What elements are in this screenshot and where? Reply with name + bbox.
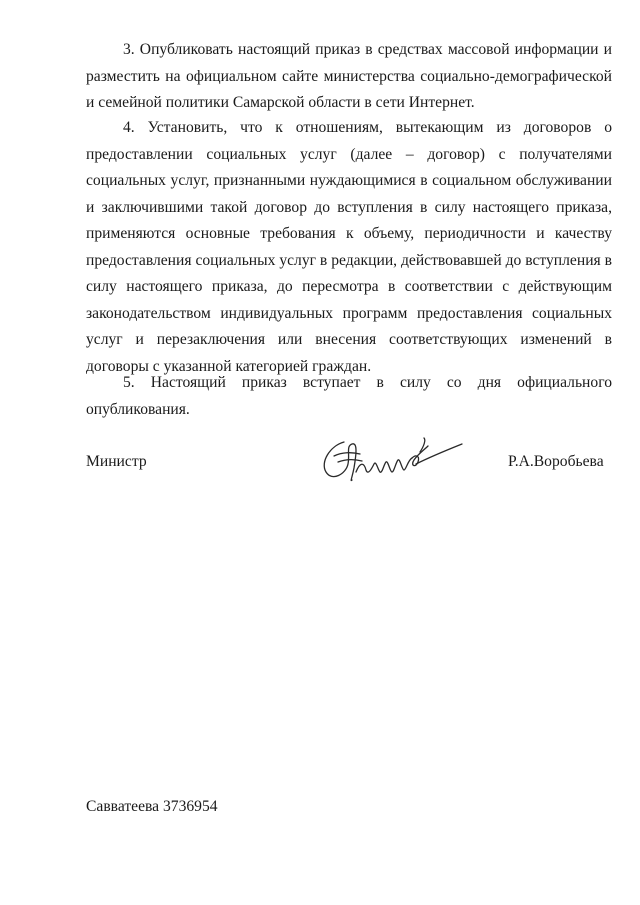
executor-contact: Савватеева 3736954 (86, 798, 218, 815)
signatory-name: Р.А.Воробьева (508, 453, 604, 470)
signature-icon (316, 428, 466, 490)
paragraph-4: 4. Установить, что к отношениям, вытекающим из договоров о предоставлении социальных услуг (далее – договор) с получателями социальных услуг, признанными нуждающимися в социальном обслуживании и заключившими такой договор до вступления в силу настоящего приказа, применяются основные требования к объему, периодичности и качеству предоставления социальных услуг в редакции, действовавшей до вступления в силу настоящего приказа, до пересмотра в соответствии с действующим законодательством индивидуальных программ предоставления социальных услуг и перезаключения или внесения соответствующих изменений в договоры с указанной категорией граждан. (86, 119, 612, 375)
paragraph-5: 5. Настоящий приказ вступает в силу со дня официального опубликования. (86, 374, 612, 418)
paragraph-3: 3. Опубликовать настоящий приказ в средствах массовой информации и разместить на официальном сайте министерства социально-демографической и семейной политики Самарской области в сети Интернет. (86, 41, 612, 111)
signatory-position: Министр (86, 453, 147, 470)
